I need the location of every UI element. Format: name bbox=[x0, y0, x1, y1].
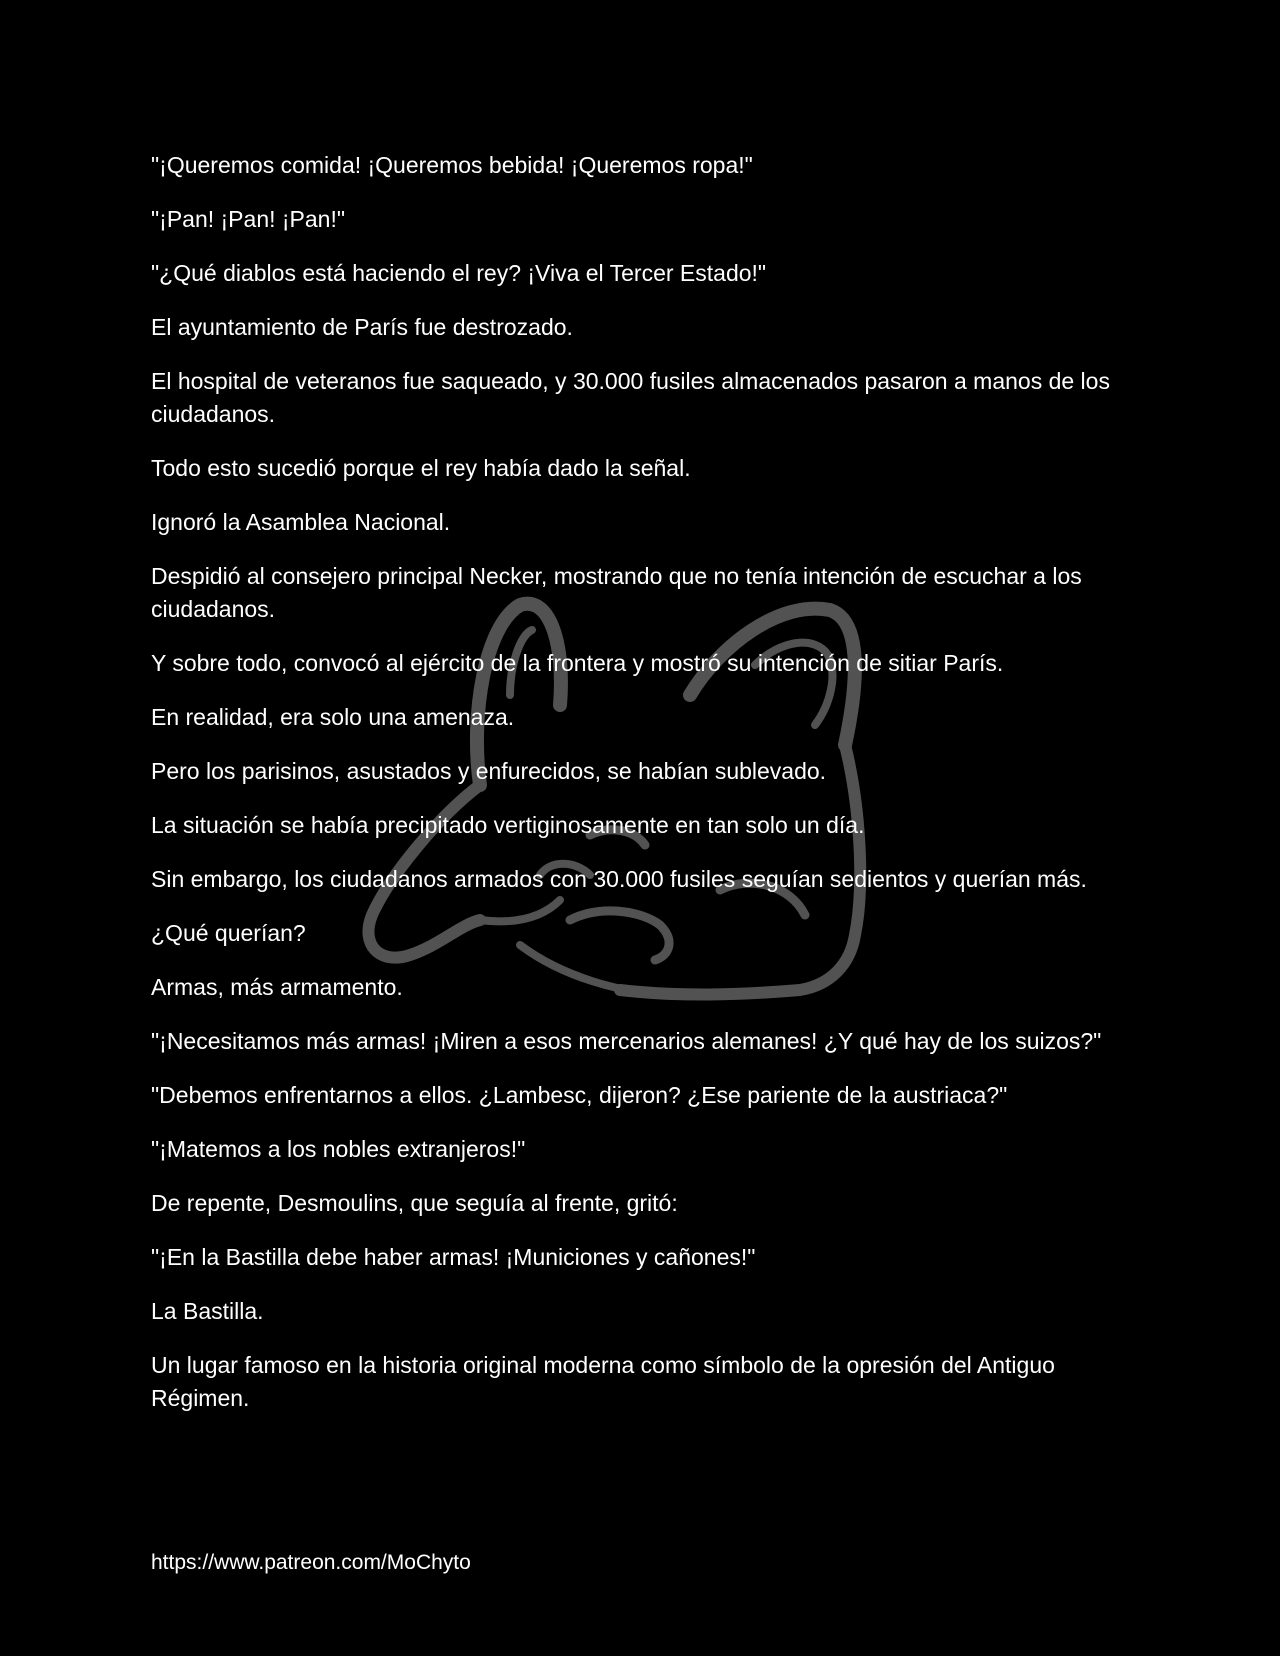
paragraph: El ayuntamiento de París fue destrozado. bbox=[151, 314, 573, 340]
paragraph: Despidió al consejero principal Necker, mostrando que no tenía intención de escuchar a los ciudadanos. bbox=[151, 563, 1082, 622]
paragraph: "¡Matemos a los nobles extranjeros!" bbox=[151, 1136, 526, 1162]
paragraph: De repente, Desmoulins, que seguía al frente, gritó: bbox=[151, 1190, 678, 1216]
paragraph: Pero los parisinos, asustados y enfurecidos, se habían sublevado. bbox=[151, 758, 827, 784]
paragraph: Ignoró la Asamblea Nacional. bbox=[151, 509, 451, 535]
patreon-link[interactable]: https://www.patreon.com/MoChyto bbox=[151, 1551, 471, 1574]
paragraph: ¿Qué querían? bbox=[151, 920, 306, 946]
paragraph: "Debemos enfrentarnos a ellos. ¿Lambesc, dijeron? ¿Ese pariente de la austriaca?" bbox=[151, 1082, 1008, 1108]
paragraph: Un lugar famoso en la historia original moderna como símbolo de la opresión del Antiguo Régimen. bbox=[151, 1352, 1055, 1411]
paragraph: "¡En la Bastilla debe haber armas! ¡Municiones y cañones!" bbox=[151, 1244, 756, 1270]
paragraph: "¡Queremos comida! ¡Queremos bebida! ¡Queremos ropa!" bbox=[151, 152, 753, 178]
paragraph: "¿Qué diablos está haciendo el rey? ¡Viva el Tercer Estado!" bbox=[151, 260, 767, 286]
paragraph: El hospital de veteranos fue saqueado, y 30.000 fusiles almacenados pasaron a manos de los ciudadanos. bbox=[151, 368, 1110, 427]
paragraph: Todo esto sucedió porque el rey había dado la señal. bbox=[151, 455, 691, 481]
document-body bbox=[151, 149, 1141, 1436]
paragraph: La situación se había precipitado vertiginosamente en tan solo un día. bbox=[151, 812, 865, 838]
paragraph: Sin embargo, los ciudadanos armados con 30.000 fusiles seguían sedientos y querían más. bbox=[151, 866, 1087, 892]
paragraph: "¡Necesitamos más armas! ¡Miren a esos mercenarios alemanes! ¿Y qué hay de los suizos?" bbox=[151, 1028, 1102, 1054]
paragraph: Armas, más armamento. bbox=[151, 974, 403, 1000]
paragraph: En realidad, era solo una amenaza. bbox=[151, 704, 515, 730]
paragraph: "¡Pan! ¡Pan! ¡Pan!" bbox=[151, 206, 346, 232]
paragraph: La Bastilla. bbox=[151, 1298, 264, 1324]
paragraph: Y sobre todo, convocó al ejército de la frontera y mostró su intención de sitiar París. bbox=[151, 650, 1004, 676]
